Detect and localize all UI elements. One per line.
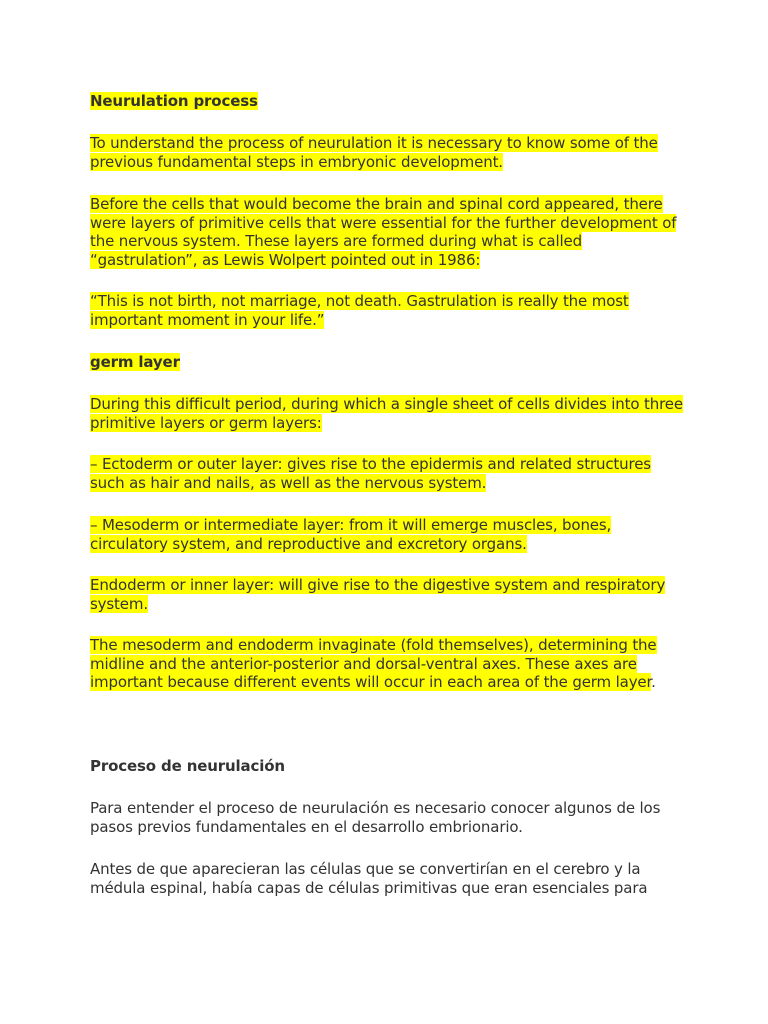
paragraph-axes-english	[90, 636, 690, 692]
paragraph-gastrulation-spanish: Antes de que aparecieran las células que se convertirían en el cerebro y la médula espinal, había capas de células primitivas que eran esenciales para	[90, 860, 648, 897]
paragraph-intro-english	[90, 134, 690, 171]
list-item-mesoderm	[90, 516, 690, 553]
paragraph-germ-layers-intro	[90, 395, 690, 432]
list-item-endoderm	[90, 576, 690, 613]
paragraph-germ-layers-intro-text: During this difficult period, during which a single sheet of cells divides into three primitive layers or germ layers:	[90, 395, 683, 432]
subheading-germ-layer	[90, 353, 690, 372]
subheading-germ-layer-text: germ layer	[90, 353, 180, 371]
paragraph-gastrulation-english-text: Before the cells that would become the brain and spinal cord appeared, there were layers of primitive cells that were essential for the further development of the nervous system. These layers are formed during what is called “gastrulation”, as Lewis Wolpert pointed out in 1986:	[90, 195, 677, 269]
list-item-ectoderm-text: – Ectoderm or outer layer: gives rise to the epidermis and related structures such as hair and nails, as well as the nervous system.	[90, 455, 651, 492]
title-english-text: Neurulation process	[90, 92, 258, 110]
paragraph-intro-spanish: Para entender el proceso de neurulación es necesario conocer algunos de los pasos previos fundamentales en el desarrollo embrionario.	[90, 799, 661, 836]
wolpert-quote	[90, 292, 690, 329]
title-spanish: Proceso de neurulación	[90, 757, 285, 775]
paragraph-axes-english-text: The mesoderm and endoderm invaginate (fold themselves), determining the midline and the anterior-posterior and dorsal-ventral axes. These axes are important because different events will occur in each area of the germ layer	[90, 636, 657, 692]
paragraph-intro-english-text: To understand the process of neurulation it is necessary to know some of the previous fundamental steps in embryonic development.	[90, 134, 658, 171]
list-item-ectoderm	[90, 455, 690, 492]
paragraph-axes-english-period: .	[651, 673, 656, 692]
paragraph-gastrulation-english	[90, 195, 690, 269]
list-item-mesoderm-text: – Mesoderm or intermediate layer: from it will emerge muscles, bones, circulatory system, and reproductive and excretory organs.	[90, 516, 612, 553]
title-english	[90, 92, 690, 111]
list-item-endoderm-text: Endoderm or inner layer: will give rise to the digestive system and respiratory system.	[90, 576, 666, 613]
wolpert-quote-text: “This is not birth, not marriage, not death. Gastrulation is really the most important moment in your life.”	[90, 292, 629, 329]
